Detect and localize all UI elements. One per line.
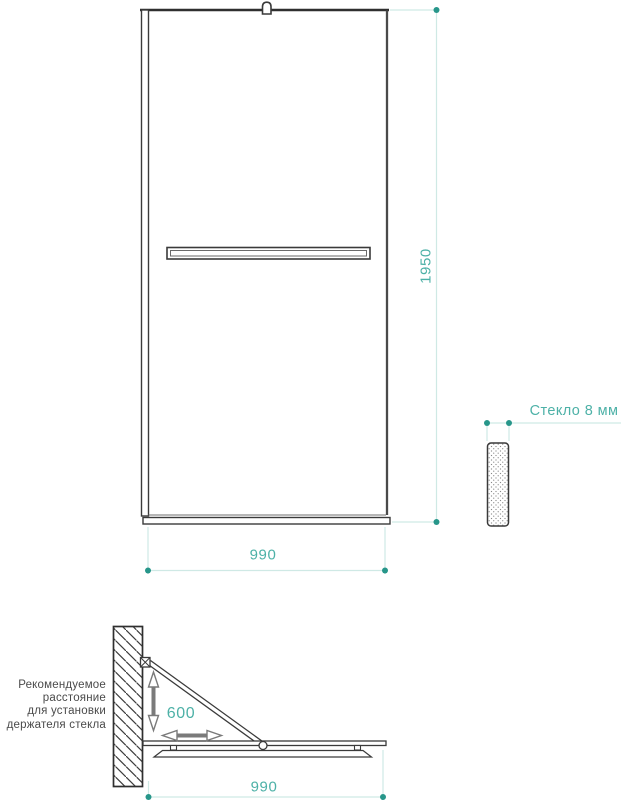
dim-dot	[434, 519, 440, 525]
width-dimension-label-front: 990	[249, 546, 277, 564]
height-dimension-label: 1950	[417, 248, 435, 284]
horizontal-distance-arrow	[163, 731, 222, 741]
wall-profile	[142, 10, 149, 516]
glass-thickness-label: Стекло 8 мм	[529, 403, 619, 419]
dim-dot	[506, 420, 512, 426]
dim-dot	[146, 794, 152, 800]
width-dimension-label-plan: 990	[250, 778, 278, 796]
wall-hatched	[114, 627, 143, 787]
dim-dot	[382, 568, 388, 574]
bottom-rail-plan	[154, 751, 372, 758]
note-line: держателя стекла	[6, 718, 106, 731]
towel-bar	[167, 248, 370, 260]
front-view	[140, 2, 390, 524]
bottom-rail	[143, 518, 390, 525]
support-joint	[259, 742, 267, 750]
dim-dot	[434, 7, 440, 13]
dim-dot	[145, 568, 151, 574]
holder-distance-label: 600	[166, 705, 196, 722]
section-view	[484, 420, 621, 526]
note-line: расстояние	[42, 692, 106, 705]
top-clip	[263, 2, 272, 14]
note-line: Рекомендуемое	[18, 679, 106, 691]
glass-cross-section	[488, 443, 509, 526]
rail-clip	[355, 746, 361, 751]
vertical-distance-arrow	[149, 672, 159, 731]
dim-dot	[380, 794, 386, 800]
dim-dot	[484, 420, 490, 426]
rail-clip	[171, 746, 177, 751]
note-line: для установки	[27, 705, 106, 718]
recommendation-note	[0, 679, 106, 732]
